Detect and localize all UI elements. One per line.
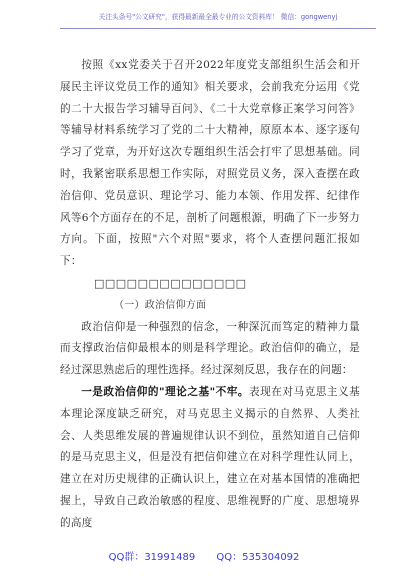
problem-one-text: 表现在对马克思主义基本理论深度缺乏研究，对马克思主义揭示的自然界、人类社会、人类思维发展的普遍规律认识不到位，虽然知道自己信仰的是马克思主义，但是没有把信仰建立在对科学理性认同上，建立在对历史规律的正确认识上，建立在对基本国情的准确把握上，导致自己政治敏感的程度、思维视野的广度、思想境界的高度 (60, 385, 360, 529)
qq-group: QQ群：31991489 (108, 552, 196, 563)
problem-one-paragraph (60, 382, 360, 535)
section-title: （一）政治信仰方面 (114, 299, 207, 311)
document-body (60, 55, 360, 535)
political-belief-paragraph: 政治信仰是一种强烈的信念，一种深沉而笃定的精神力量而支撑政治信仰最根本的则是科学理论。政治信仰的确立，是经过深思熟虑后的理性选择。经过深刻反思，我存在的问题： (60, 320, 360, 377)
problem-one-heading: 一是政治信仰的"理论之基"不牢。 (81, 385, 250, 398)
page-footer (0, 548, 408, 563)
page-header: 关注头条号"公文研究"，获得最新最全最专业的公文资料库！ 微信：gongwenyj (60, 10, 376, 29)
qq-number: QQ：535304092 (216, 552, 300, 563)
placeholder-boxes: □□□□□□□□□□□□□□ (94, 276, 247, 290)
intro-paragraph: 按照《xx党委关于召开2022年度党支部组织生活会和开展民主评议党员工作的通知》相关要求，会前我充分运用《党的二十大报告学习辅导百问》、《二十大党章修正案学习问答》等辅导材料系统学习了党的二十大精神，原原本本、逐字逐句学习了党章，为开好这次专题组织生活会打牢了思想基础。同时，我紧密联系思想工作实际，对照党员义务，深入查摆在政治信仰、党员意识、理论学习、能力本领、作用发挥、纪律作风等6个方面存在的不足，剖析了问题根源，明确了下一步努力方向。下面，按照"六个对照"要求，将个人查摆问题汇报如下： (60, 59, 360, 268)
